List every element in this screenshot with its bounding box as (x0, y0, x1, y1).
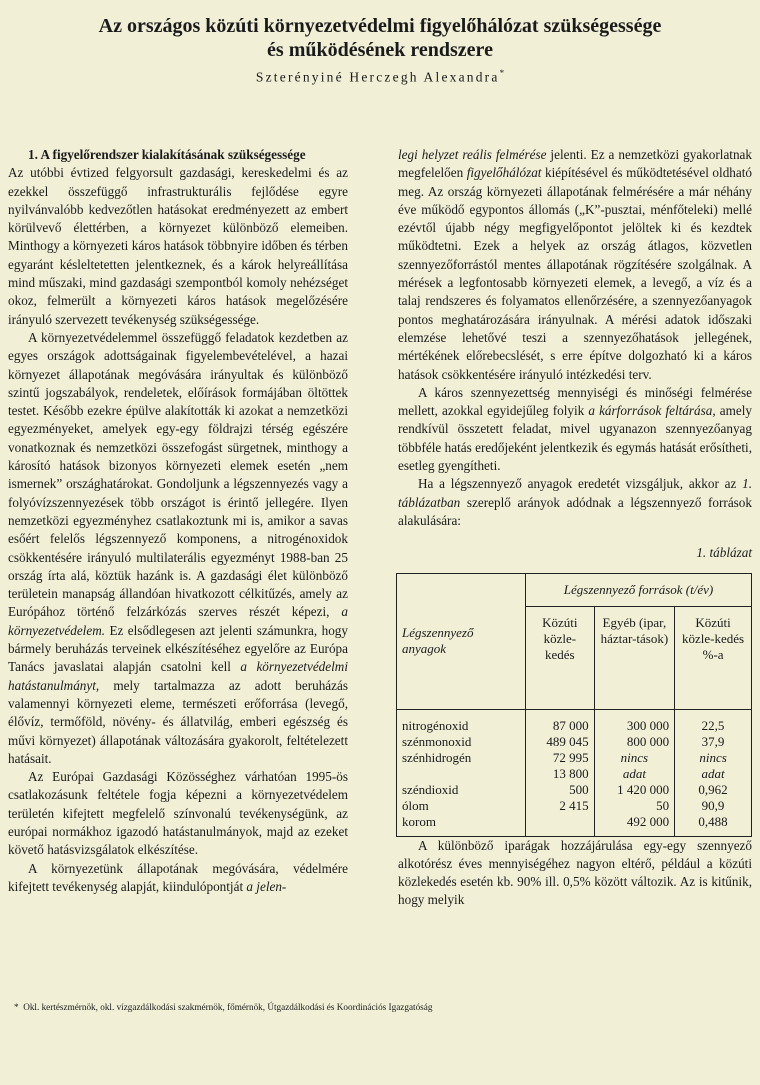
row-other (594, 766, 674, 782)
p2-text-c: mely tartalmazza az adott beruházás valamennyi környezeti eleme, természeti erőforrása (levegő, élővíz, termőföld, növény- és állatvilág, emberi egészség és művi környezet) állapotának változására gyakorolt, feltételezett hatásait. (8, 677, 348, 766)
table-row (397, 734, 752, 750)
paragraph-2 (8, 329, 348, 768)
table-row (397, 782, 752, 798)
paragraph-3: Az Európai Gazdasági Közösséghez várhatóan 1995-ös csatlakozásunk feltétele fogja képezni a környezetvédelem területén kifejtett megfelelő színvonalú tevékenységünk, az európai normákhoz igazodó hatástanulmányok, majd az ezeket követő hatásvizsgálatok elkészítése. (8, 769, 348, 858)
title-line-1: Az országos közúti környezetvédelmi figyelőhálózat szükségessége (98, 15, 662, 37)
r1-italic-1: legi helyzet reális felmérése (398, 147, 547, 162)
row-percent-italic: adat (701, 765, 725, 781)
row-substance: szénhidrogén (397, 750, 526, 766)
r3-text-a: Ha a légszennyező anyagok eredetét vizsgáljuk, akkor az (418, 476, 743, 492)
p2-text-b: Ez elsődlegesen azt jelenti számunkra, hogy bármely beruházás terveinek elkészítéséhez egyelőre az Európa Tanács javaslatai alapján csatolni kell (8, 622, 348, 675)
row-percent: 0,962 (675, 782, 752, 798)
row-percent-italic: nincs (699, 749, 727, 765)
table-row (397, 798, 752, 814)
r1-text-b: kiépítésével és működtetésével oldható meg. Az ország környezeti állapotának felmérésére a már néhány éve működő egypontos állomás („K”-pusztai, ménfőteleki) mellé ezévtől újabb négy megfigyelőpontot jelöltek ki és kezdtek működtetni. Ezek a helyek az ország átlagos, közvetlen szennyezőforrástól mentes állapotának rögzítésére szolgálnak. A mérések a legfontosabb környezeti elemek, a levegő, a víz és a talaj rendszeres és folyamatos ellenőrzésére, a szennyezőanyagok pontos meghatározására irányulnak. A mérési adatok időszaki elemzése lehetővé teszi a szennyezőhatások jellegének, mértékének előrebecslését, s erre építve dolgozható ki a káros hatások csökkentésére irányuló intézkedési terv. (398, 165, 752, 382)
row-percent: 90,9 (675, 798, 752, 814)
p2-italic-2: a környezetvédelmi hatástanulmányt, (8, 659, 348, 693)
row-road: 489 045 (526, 734, 595, 750)
paragraph-after-table: A különböző iparágak hozzájárulása egy-egy szennyező alkotórész éves mennyiségéhez nagyon eltérő, például a közúti közlekedés esetén kb. 90% ill. 0,5% között változik. Az is kitűnik, hogy melyik (398, 837, 752, 908)
r2-italic: a kárforrások feltárása, (588, 403, 716, 419)
footnote-text: Okl. kertészmérnök, okl. vízgazdálkodási szakmérnök, főmérnök, Útgazdálkodási és Koordinációs Igazgatóság (23, 1002, 433, 1012)
emission-table (396, 573, 752, 837)
row-percent (675, 766, 752, 782)
p4-text-a: A környezetünk állapotának megóvására, védelmére kifejtett tevékenység alapját, kiindulópontját (8, 860, 348, 894)
row-substance (397, 766, 526, 782)
row-substance: széndioxid (397, 782, 526, 798)
row-percent (675, 750, 752, 766)
row-percent: 0,488 (675, 814, 752, 837)
row-other: 1 420 000 (594, 782, 674, 798)
title-line-2: és működésének rendszere (267, 39, 493, 61)
row-other: 800 000 (594, 734, 674, 750)
r3-text-b: szereplő arányok adódnak a légszennyező források alakulására: (398, 494, 752, 528)
p2-italic-1: a környezetvédelem. (8, 604, 348, 638)
row-road (526, 814, 595, 837)
table-header-sources: Légszennyező források (t/év) (526, 573, 752, 606)
row-percent: 37,9 (675, 734, 752, 750)
row-substance: nitrogénoxid (397, 709, 526, 734)
table-header-road-percent: Közúti közle-kedés %-a (675, 606, 752, 709)
row-road: 72 995 (526, 750, 595, 766)
row-road: 2 415 (526, 798, 595, 814)
row-other (594, 750, 674, 766)
row-percent: 22,5 (675, 709, 752, 734)
author (40, 68, 720, 86)
left-column (8, 146, 348, 896)
row-road: 500 (526, 782, 595, 798)
row-road: 87 000 (526, 709, 595, 734)
paragraph-r1 (398, 146, 752, 384)
table-header-substances: Légszennyező anyagok (397, 573, 526, 709)
table-row (397, 766, 752, 782)
row-other-italic: adat (622, 765, 646, 781)
footnote (14, 1001, 754, 1013)
table-header-other: Egyéb (ipar, háztar-tások) (594, 606, 674, 709)
author-name: Szterényiné Herczegh Alexandra (255, 69, 500, 85)
p4-italic: a jelen- (246, 878, 287, 894)
paragraph-1: Az utóbbi évtized felgyorsult gazdasági, kereskedelmi és az ezekkel összefüggő infrastrukturális fejlődése egyre nyilvánvalóbb kedvezőtlen hatásokat eredményezett az embert körülvevő élettérben, a környezet különböző elemeiben. Minthogy a környezeti káros hatások többnyire időben és térben egyaránt késleltetetten jelentkeznek, és a károk helyreállítása mind műszaki, mind gazdasági szempontból komoly nehézséget okoz, felmerült a környezeti káros hatások megelőzésére irányuló szervezett tevékenység szükségessége. (8, 165, 348, 327)
row-substance: szénmonoxid (397, 734, 526, 750)
r2-text-a: A káros szennyezettség mennyiségi és minőségi felmérése mellett, azokkal egyidejűleg folyik (398, 384, 752, 419)
row-other: 50 (594, 798, 674, 814)
table-label: 1. táblázat (696, 545, 752, 561)
article-title (40, 14, 720, 62)
table-header-road: Közúti közle-kedés (526, 606, 595, 709)
r2-text-b: amely rendkívül összetett feladat, mivel ugyanazon szennyezőanyag többféle hatás eredőjeként jelentkezik és egymás hatását erősítheti, esetleg gyengítheti. (398, 403, 752, 474)
row-substance: ólom (397, 798, 526, 814)
row-road: 13 800 (526, 766, 595, 782)
footnote-mark: * (14, 1002, 19, 1012)
paragraph-r3 (398, 475, 752, 530)
row-other: 492 000 (594, 814, 674, 837)
table-row (397, 750, 752, 766)
paragraph-r2 (398, 384, 752, 475)
row-substance: korom (397, 814, 526, 837)
paragraph-4 (8, 860, 348, 897)
r1-text-a: jelenti. Ez a nemzetközi gyakorlatnak megfelelően (398, 147, 753, 181)
table-row (397, 709, 752, 734)
r3-italic: 1. táblázatban (398, 476, 752, 510)
r1-italic-2: figyelőhálózat (466, 165, 542, 181)
table-row (397, 814, 752, 837)
author-footnote-mark: * (499, 68, 505, 78)
right-column (398, 146, 752, 910)
row-other: 300 000 (594, 709, 674, 734)
p2-text-a: A környezetvédelemmel összefüggő feladatok kezdetben az egyes országok adottságainak figyelembevételével, a hazai környezet állapotának megóvására irányultak és különböző szintű jogszabályok, rendeletek, előírások formájában öltöttek testet. Később ezekre épülve alakították ki azokat a nemzetközi egyezményeket, amelyek egy-egy földrajzi térség egészére vonatkoznak és nemzetközi összefogást sürgetnek, minthogy a károsító hatások bizonyos környezeti elemek esetén „nem ismernek” országhatárokat. Gondoljunk a légszennyezés vagy a folyóvízszennyezések több országot is érintő jellegére. Ilyen nemzetközi egyezményhez csatlakoztunk mi is, amikor a savas esőért felelős légszennyező komponens, a nitrogénoxidok csökkentésére irányuló multilaterális egyezményt 1988-ban 25 ország írta alá, köztük hazánk is. A gazdasági élet különböző területein manapság állandóan hivatkozott célkitűzés, amely az Európához történő felzárkózás szerves részét képezi, (8, 329, 348, 620)
row-other-italic: nincs (620, 749, 649, 765)
section-heading: 1. A figyelőrendszer kialakításának szükségessége (28, 147, 306, 162)
